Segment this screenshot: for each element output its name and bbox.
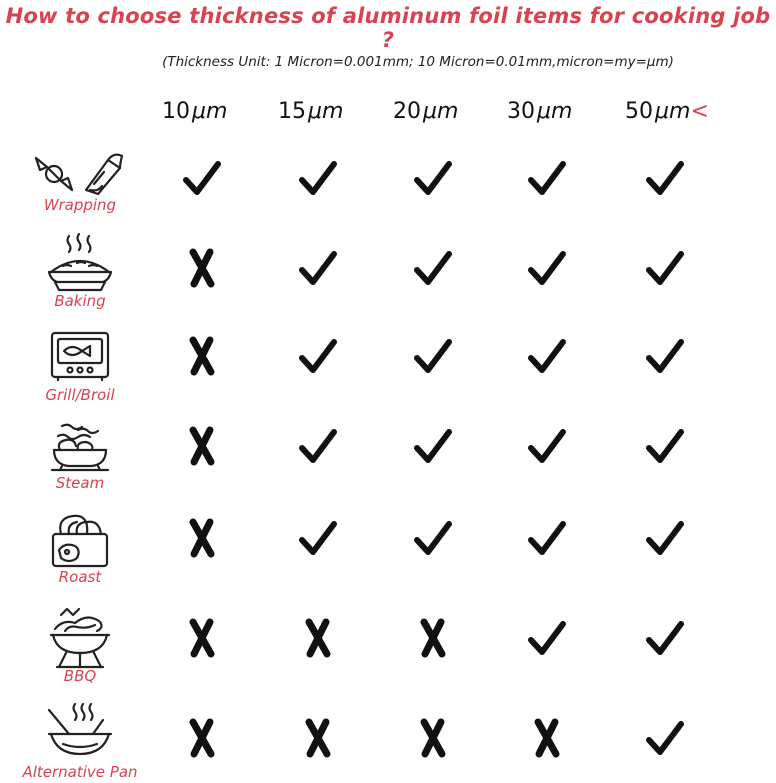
cross-icon — [180, 334, 224, 378]
column-header-10um — [162, 99, 227, 124]
column-header-value: 30 — [507, 99, 535, 124]
checkmark-icon — [296, 246, 340, 290]
column-header-15um — [278, 99, 343, 124]
checkmark-icon — [643, 424, 687, 468]
column-header-value: 15 — [278, 99, 306, 124]
checkmark-icon — [296, 334, 340, 378]
checkmark-icon — [643, 334, 687, 378]
column-header-unit: μm — [423, 99, 459, 124]
cross-icon — [296, 716, 340, 760]
cross-icon — [525, 716, 569, 760]
row-label: Wrapping — [43, 196, 117, 214]
bbq-grill-icon — [47, 605, 113, 676]
pan-icon — [45, 700, 115, 765]
row-label: BBQ — [63, 667, 97, 685]
row-label: Grill/Broil — [45, 386, 115, 404]
cross-icon — [180, 716, 224, 760]
cross-icon — [296, 616, 340, 660]
column-header-unit: μm — [192, 99, 228, 124]
row-label: Steam — [55, 474, 105, 492]
pie-icon — [45, 230, 115, 299]
checkmark-icon — [411, 334, 455, 378]
checkmark-icon — [525, 334, 569, 378]
roast-meat-icon — [47, 510, 113, 575]
column-header-unit: μm — [537, 99, 573, 124]
column-header-suffix: < — [690, 99, 709, 124]
grill-oven-icon — [48, 330, 112, 387]
column-header-value: 20 — [393, 99, 421, 124]
checkmark-icon — [525, 156, 569, 200]
cross-icon — [411, 716, 455, 760]
column-header-value: 50 — [625, 99, 653, 124]
checkmark-icon — [296, 156, 340, 200]
cross-icon — [411, 616, 455, 660]
row-label: Baking — [54, 292, 106, 310]
checkmark-icon — [643, 246, 687, 290]
checkmark-icon — [643, 156, 687, 200]
checkmark-icon — [411, 424, 455, 468]
checkmark-icon — [411, 516, 455, 560]
row-label: Roast — [58, 568, 102, 586]
checkmark-icon — [525, 424, 569, 468]
row-label: Alternative Pan — [22, 763, 138, 781]
checkmark-icon — [411, 156, 455, 200]
checkmark-icon — [525, 246, 569, 290]
column-header-20um — [393, 99, 458, 124]
candy-wrap-icon — [30, 150, 130, 201]
checkmark-icon — [643, 616, 687, 660]
page-subtitle: (Thickness Unit: 1 Micron=0.001mm; 10 Micron=0.01mm,micron=my=μm) — [162, 54, 674, 70]
checkmark-icon — [643, 716, 687, 760]
checkmark-icon — [296, 424, 340, 468]
column-header-50um — [625, 99, 709, 124]
column-header-unit: μm — [308, 99, 344, 124]
checkmark-icon — [296, 516, 340, 560]
page-title: How to choose thickness of aluminum foil items for cooking job ? — [5, 4, 771, 52]
cross-icon — [180, 616, 224, 660]
column-header-unit: μm — [655, 99, 691, 124]
column-header-30um — [507, 99, 572, 124]
checkmark-icon — [411, 246, 455, 290]
column-header-value: 10 — [162, 99, 190, 124]
cross-icon — [180, 516, 224, 560]
cross-icon — [180, 424, 224, 468]
cross-icon — [180, 246, 224, 290]
checkmark-icon — [643, 516, 687, 560]
checkmark-icon — [525, 516, 569, 560]
steamer-icon — [48, 422, 112, 481]
checkmark-icon — [525, 616, 569, 660]
checkmark-icon — [180, 156, 224, 200]
